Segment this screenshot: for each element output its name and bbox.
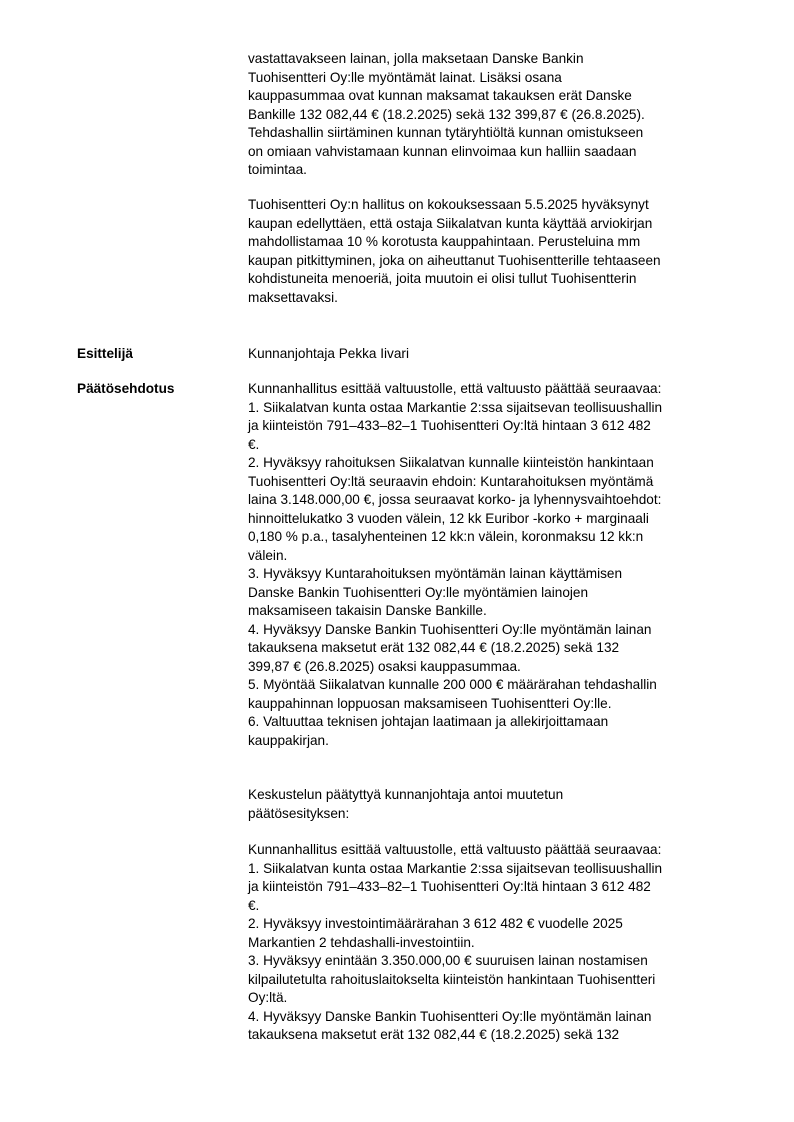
esittelija-value-block [248, 345, 748, 364]
text-line: mahdollistamaa 10 % korotusta kauppahintaan. Perusteluina mm [248, 234, 641, 249]
text-line: 4. Hyväksyy Danske Bankin Tuohisentteri Oy:lle myöntämän lainan [248, 621, 652, 637]
text-line: Keskustelun päätyttyä kunnanjohtaja antoi muutetun [248, 787, 564, 802]
keskustelu-paragraph [248, 786, 748, 823]
text-line: Oy:ltä. [248, 990, 288, 1005]
text-line: on omiaan vahvistamaan kunnan elinvoimaa kun halliin saadaan [248, 143, 637, 159]
esittelija-label: Esittelijä [77, 346, 133, 361]
esittelija-value: Kunnanjohtaja Pekka Iivari [248, 346, 409, 361]
muutettu-esitys-block [248, 841, 748, 1045]
hallitus-paragraph [248, 196, 748, 307]
text-line: Tehdashallin siirtäminen kunnan tytäryhtiöltä kunnan omistukseen [248, 125, 644, 140]
text-line: 1. Siikalatvan kunta ostaa Markantie 2:ssa sijaitsevan teollisuushallin [248, 399, 663, 415]
text-line: 399,87 € (26.8.2025) osaksi kauppasummaa. [248, 658, 521, 674]
text-line: €. [248, 897, 260, 913]
paatosehdotus-block [248, 380, 748, 750]
text-line: Danske Bankin Tuohisentteri Oy:lle myöntämien lainojen [248, 584, 589, 600]
text-line: takauksena maksetut erät 132 082,44 € (18.2.2025) sekä 132 [248, 1027, 620, 1042]
paatosehdotus-label: Päätösehdotus [77, 381, 175, 396]
text-line: maksettavaksi. [248, 289, 338, 305]
text-line: kauppahinnan loppuosan maksamiseen Tuohisentteri Oy:lle. [248, 695, 612, 711]
text-line: 3. Hyväksyy enintään 3.350.000,00 € suuruisen lainan nostamisen [248, 953, 648, 968]
text-line: vastattavakseen lainan, jolla maksetaan Danske Bankin [248, 51, 584, 66]
text-line: 4. Hyväksyy Danske Bankin Tuohisentteri Oy:lle myöntämän lainan [248, 1008, 652, 1024]
text-line: toimintaa. [248, 162, 307, 177]
text-line: €. [248, 436, 260, 452]
text-line: Tuohisentteri Oy:ltä seuraavin ehdoin: Kuntarahoituksen myöntämä [248, 473, 654, 489]
text-line: Tuohisentteri Oy:n hallitus on kokouksessaan 5.5.2025 hyväksynyt [248, 197, 649, 212]
text-line: ja kiinteistön 791–433–82–1 Tuohisentteri Oy:ltä hintaan 3 612 482 [248, 418, 651, 433]
text-line: takauksena maksetut erät 132 082,44 € (18.2.2025) sekä 132 [248, 640, 620, 655]
text-line: ja kiinteistön 791–433–82–1 Tuohisentteri Oy:ltä hintaan 3 612 482 [248, 879, 651, 894]
text-line: kauppasummaa ovat kunnan maksamat takauksen erät Danske [248, 88, 632, 103]
text-line: kauppakirjan. [248, 732, 329, 748]
text-line: Kunnanhallitus esittää valtuustolle, että valtuusto päättää seuraavaa: [248, 842, 662, 857]
text-line: 2. Hyväksyy investointimäärärahan 3 612 482 € vuodelle 2025 [248, 916, 623, 931]
text-line: kaupan edellyttäen, että ostaja Siikalatvan kunta käyttää arviokirjan [248, 215, 653, 231]
text-line: maksamiseen takaisin Danske Bankille. [248, 603, 487, 618]
text-line: Markantien 2 tehdashalli-investointiin. [248, 934, 475, 950]
intro-paragraph [248, 50, 748, 180]
text-line: 6. Valtuuttaa teknisen johtajan laatimaan ja allekirjoittamaan [248, 714, 609, 729]
text-line: kohdistuneita menoeriä, joita muutoin ei olisi tullut Tuohisentterin [248, 271, 637, 286]
text-line: laina 3.148.000,00 €, jossa seuraavat korko- ja lyhennysvaihtoehdot: [248, 492, 662, 507]
text-line: hinnoittelukatko 3 vuoden välein, 12 kk Euribor -korko + marginaali [248, 510, 649, 526]
text-line: 0,180 % p.a., tasalyhenteinen 12 kk:n välein, koronmaksu 12 kk:n [248, 529, 644, 544]
text-line: välein. [248, 547, 288, 563]
text-line: 1. Siikalatvan kunta ostaa Markantie 2:ssa sijaitsevan teollisuushallin [248, 860, 663, 876]
text-line: kaupan pitkittyminen, joka on aiheuttanut Tuohisentterille tehtaaseen [248, 252, 661, 268]
text-line: 5. Myöntää Siikalatvan kunnalle 200 000 € määrärahan tehdashallin [248, 677, 657, 692]
text-line: Bankille 132 082,44 € (18.2.2025) sekä 132 399,87 € (26.8.2025). [248, 106, 645, 122]
text-line: kilpailutetulta rahoituslaitokselta kiinteistön hankintaan Tuohisentteri [248, 971, 656, 987]
text-line: päätösesityksen: [248, 805, 350, 821]
text-line: Tuohisentteri Oy:lle myöntämät lainat. Lisäksi osana [248, 69, 562, 85]
text-line: Kunnanhallitus esittää valtuustolle, että valtuusto päättää seuraavaa: [248, 381, 662, 396]
text-line: 3. Hyväksyy Kuntarahoituksen myöntämän lainan käyttämisen [248, 566, 623, 581]
text-line: 2. Hyväksyy rahoituksen Siikalatvan kunnalle kiinteistön hankintaan [248, 455, 654, 470]
